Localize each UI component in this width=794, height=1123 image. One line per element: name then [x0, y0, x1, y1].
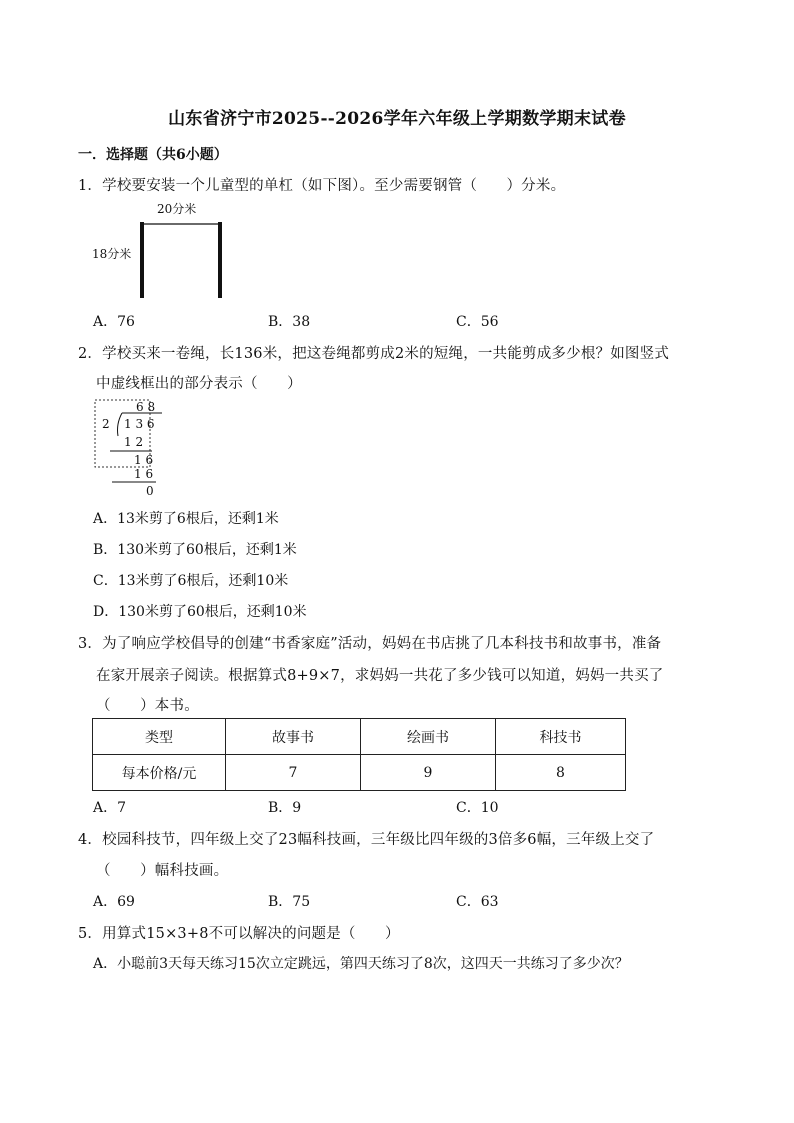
question-3-stem-line-2: 在家开展亲子阅读。根据算式8+9×7，求妈妈一共花了多少钱可以知道，妈妈一共买了 [96, 668, 664, 684]
table-header-cell: 类型 [93, 719, 226, 755]
question-1-option-a[interactable]: A．76 [93, 314, 135, 330]
division-step-product-2: 1 6 [134, 467, 154, 481]
table-header-row [93, 719, 626, 755]
table-header-cell: 故事书 [226, 719, 361, 755]
question-4-stem-line-2: （ ）幅科技画。 [96, 863, 229, 879]
question-1-option-b[interactable]: B．38 [268, 314, 311, 330]
question-4-option-b[interactable]: B．75 [268, 894, 311, 910]
table-cell: 7 [226, 755, 361, 791]
question-2-option-c[interactable]: C．13米剪了6根后，还剩10米 [93, 573, 289, 589]
question-1-stem: 1．学校要安装一个儿童型的单杠（如下图）。至少需要钢管（ ）分米。 [78, 178, 566, 194]
section-heading: 一．选择题（共6小题） [78, 147, 228, 163]
bar-height-label: 18分米 [92, 247, 132, 261]
bar-width-label: 20分米 [157, 202, 197, 216]
table-header-cell: 科技书 [496, 719, 626, 755]
question-4-option-c[interactable]: C．63 [456, 894, 499, 910]
question-4-option-a[interactable]: A．69 [93, 894, 135, 910]
question-2-stem-line-2: 中虚线框出的部分表示（ ） [96, 376, 302, 392]
table-cell: 9 [361, 755, 496, 791]
table-row [93, 755, 626, 791]
bar-diagram [136, 218, 228, 302]
division-final-remainder: 0 [146, 484, 154, 498]
question-2-stem-line-1: 2．学校买来一卷绳，长136米，把这卷绳都剪成2米的短绳，一共能剪成多少根？如图竖式 [78, 346, 670, 362]
table-header-cell: 绘画书 [361, 719, 496, 755]
question-2-option-d[interactable]: D．130米剪了60根后，还剩10米 [93, 604, 307, 620]
question-3-stem-line-1: 3．为了响应学校倡导的创建“书香家庭”活动，妈妈在书店挑了几本科技书和故事书，准备 [78, 636, 662, 652]
question-3-option-c[interactable]: C．10 [456, 800, 499, 816]
division-step-remainder-1: 1 6 [134, 453, 154, 467]
division-quotient: 6 8 [136, 400, 156, 414]
table-cell: 每本价格/元 [93, 755, 226, 791]
question-3-stem-line-3: （ ）本书。 [96, 698, 199, 714]
book-price-table [92, 718, 626, 791]
question-3-option-a[interactable]: A．7 [93, 800, 127, 816]
table-cell: 8 [496, 755, 626, 791]
question-3-option-b[interactable]: B．9 [268, 800, 302, 816]
division-divisor: 2 [102, 417, 110, 431]
question-5-option-a[interactable]: A．小聪前3天每天练习15次立定跳远，第四天练习了8次，这四天一共练习了多少次？ [93, 956, 629, 972]
question-5-stem: 5．用算式15×3+8不可以解决的问题是（ ） [78, 926, 400, 942]
division-dividend: 1 3 6 [124, 417, 155, 431]
question-4-stem-line-1: 4．校园科技节，四年级上交了23幅科技画，三年级比四年级的3倍多6幅，三年级上交了 [78, 832, 655, 848]
question-1-option-c[interactable]: C．56 [456, 314, 499, 330]
question-2-option-b[interactable]: B．130米剪了60根后，还剩1米 [93, 542, 297, 558]
division-step-product-1: 1 2 [124, 435, 144, 449]
question-2-option-a[interactable]: A．13米剪了6根后，还剩1米 [93, 511, 279, 527]
page-title: 山东省济宁市2025--2026学年六年级上学期数学期末试卷 [168, 109, 626, 129]
